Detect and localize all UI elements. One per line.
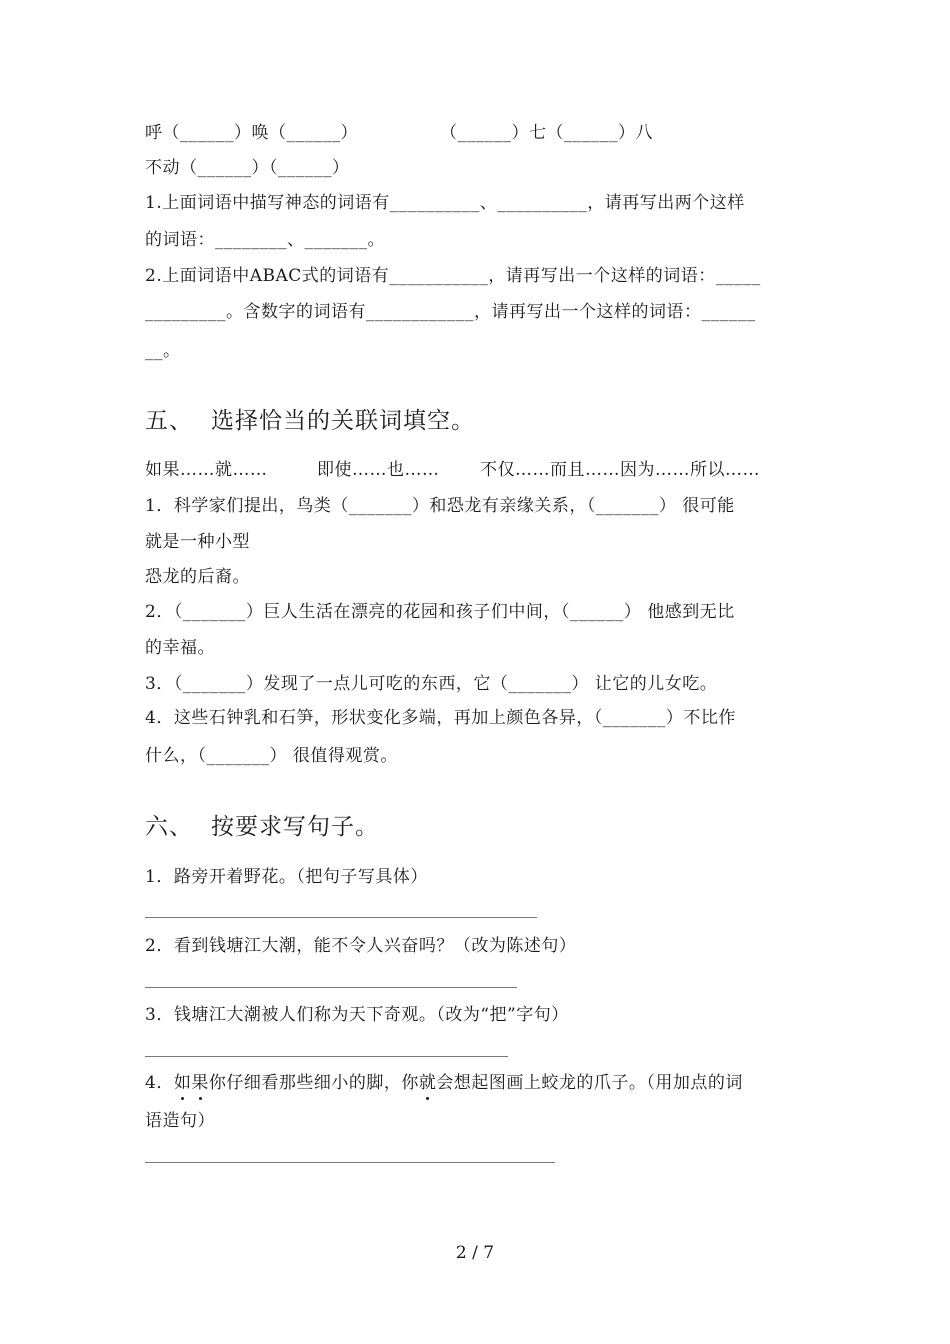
s6-q4-line1 xyxy=(145,1071,743,1095)
dotted-word-guo: 果 xyxy=(191,1073,209,1093)
s6-q3: 3．钱塘江大潮被人们称为天下奇观。（改为“把”字句） xyxy=(145,1005,569,1025)
s5-q4-line1: 4．这些石钟乳和石笋，形状变化多端，再加上颜色各异，（_______）不比作 xyxy=(145,708,736,728)
section6-number: 六、 xyxy=(145,814,193,840)
idiom-row-2: 不动（______）（______） xyxy=(145,158,350,178)
page-number: 2 / 7 xyxy=(455,1243,495,1263)
s5-q2-line2: 的幸福。 xyxy=(145,638,215,658)
s6-q3-answer-line[interactable] xyxy=(145,1056,508,1057)
dotted-word-jiu: 就 xyxy=(418,1073,437,1093)
s6-q4-prefix: 4． xyxy=(145,1073,174,1093)
section5-heading xyxy=(145,406,475,436)
s4-q2-line3: __。 xyxy=(145,341,181,361)
section5-number: 五、 xyxy=(145,408,193,434)
s5-q1-line1: 1．科学家们提出，鸟类（_______）和恐龙有亲缘关系，（_______） 很可能 xyxy=(145,496,735,516)
dotted-word-ru: 如 xyxy=(173,1073,192,1093)
s5-q1-line2: 就是一种小型 xyxy=(145,532,250,552)
s6-q4-middle: 你仔细看那些细小的脚，你 xyxy=(208,1073,419,1093)
s5-q3: 3．（_______）发现了一点儿可吃的东西，它（_______） 让它的儿女吃。 xyxy=(145,674,718,694)
conjunction-option-2: 即使……也…… xyxy=(317,460,440,480)
s4-q1-line1: 1.上面词语中描写神态的词语有__________、__________，请再写出两个这样 xyxy=(145,193,745,213)
idiom-row-1a: 呼（______）唤（______） xyxy=(145,123,358,143)
s4-q2-line1: 2.上面词语中ABAC式的词语有___________，请再写出一个这样的词语：_____ xyxy=(145,266,761,286)
s5-q2-line1: 2．（_______）巨人生活在漂亮的花园和孩子们中间，（______） 他感到无比 xyxy=(145,602,735,622)
s6-q2-answer-line[interactable] xyxy=(145,987,517,988)
conjunction-option-1: 如果……就…… xyxy=(145,460,268,480)
s6-q4-line2: 语造句） xyxy=(145,1111,215,1131)
section6-heading xyxy=(145,812,379,842)
s4-q1-line2: 的词语：________、_______。 xyxy=(145,230,385,250)
s6-q2: 2．看到钱塘江大潮，能不令人兴奋吗？（改为陈述句） xyxy=(145,936,577,956)
s6-q4-rest: 会想起图画上蛟龙的爪子。（用加点的词 xyxy=(436,1073,743,1093)
s4-q2-line2: _________。含数字的词语有____________，请再写出一个这样的词语：______ xyxy=(145,302,756,322)
idiom-row-1b: （______）七（______）八 xyxy=(440,123,653,143)
s5-q1-line3: 恐龙的后裔。 xyxy=(145,567,250,587)
s6-q1-answer-line[interactable] xyxy=(145,917,537,918)
section5-title: 选择恰当的关联词填空。 xyxy=(211,408,475,434)
conjunction-option-3: 不仅……而且……因为……所以…… xyxy=(480,460,760,480)
s6-q1: 1．路旁开着野花。（把句子写具体） xyxy=(145,867,428,887)
s6-q4-answer-line[interactable] xyxy=(145,1162,555,1163)
s5-q4-line2: 什么，（_______） 很值得观赏。 xyxy=(145,746,398,766)
section6-title: 按要求写句子。 xyxy=(211,814,379,840)
